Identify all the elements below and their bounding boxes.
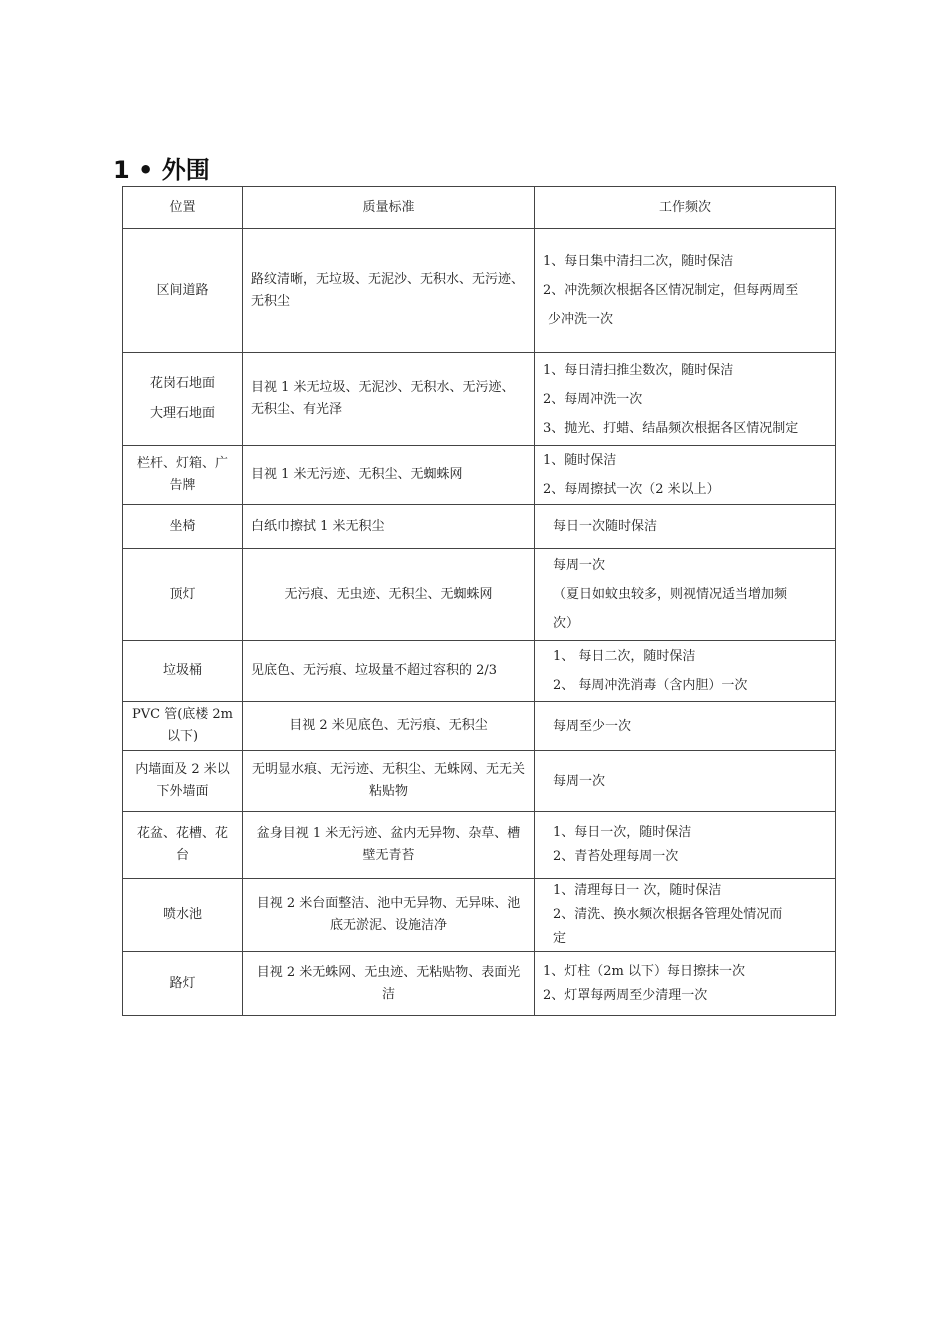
- frequency-line: 1、灯柱（2m 以下）每日擦抹一次: [543, 963, 746, 979]
- cell-frequency: [535, 702, 836, 751]
- cell-frequency: [535, 751, 836, 812]
- cell-frequency: [535, 812, 836, 879]
- table-row: [123, 505, 836, 549]
- cell-standard: 盆身目视 1 米无污迹、盆内无异物、杂草、槽壁无青苔: [243, 812, 535, 879]
- cell-standard: 无污痕、无虫迹、无积尘、无蜘蛛网: [243, 549, 535, 641]
- table-row: [123, 549, 836, 641]
- cell-location: PVC 管(底楼 2m 以下): [123, 702, 243, 751]
- frequency-line: 每日一次随时保洁: [553, 519, 658, 534]
- header-standard: 质量标准: [243, 187, 535, 229]
- cell-location: 区间道路: [123, 229, 243, 353]
- table-row: [123, 641, 836, 702]
- table-row: [123, 446, 836, 505]
- frequency-line: 每周一次: [553, 558, 606, 573]
- section-heading: 1 • 外围: [113, 156, 210, 184]
- cell-location: 路灯: [123, 952, 243, 1016]
- header-location: 位置: [123, 187, 243, 229]
- cell-standard: 目视 1 米无垃圾、无泥沙、无积水、无污迹、无积尘、有光泽: [243, 353, 535, 446]
- frequency-line: 1、随时保洁: [543, 453, 617, 468]
- cell-location: 喷水池: [123, 879, 243, 952]
- frequency-line: 2、青苔处理每周一次: [553, 849, 679, 864]
- frequency-line: 2、清洗、换水频次根据各管理处情况而: [553, 907, 783, 922]
- cell-frequency: [535, 549, 836, 641]
- frequency-line: （夏日如蚊虫较多，则视情况适当增加频: [553, 587, 788, 602]
- table-row: [123, 751, 836, 812]
- frequency-line: 次）: [553, 616, 580, 631]
- cell-location: 垃圾桶: [123, 641, 243, 702]
- cell-location: 内墙面及 2 米以下外墙面: [123, 751, 243, 812]
- cell-frequency: [535, 641, 836, 702]
- cell-standard: 见底色、无污痕、垃圾量不超过容积的 2/3: [243, 641, 535, 702]
- table-row: [123, 229, 836, 353]
- frequency-line: 每周一次: [553, 773, 606, 789]
- frequency-line: 2、冲洗频次根据各区情况制定，但每两周至: [543, 283, 799, 298]
- table-row: [123, 812, 836, 879]
- cell-frequency: [535, 229, 836, 353]
- frequency-line: 1、 每日二次，随时保洁: [553, 649, 696, 664]
- cell-location: 栏杆、灯箱、广告牌: [123, 446, 243, 505]
- frequency-line: 1、每日一次，随时保洁: [553, 825, 692, 840]
- cell-standard: 无明显水痕、无污迹、无积尘、无蛛网、无无关粘贴物: [243, 751, 535, 812]
- frequency-line: 2、 每周冲洗消毒（含内胆）一次: [553, 678, 748, 693]
- frequency-line: 定: [553, 931, 567, 946]
- cleaning-standards-table: [122, 186, 836, 1016]
- cell-standard: 目视 1 米无污迹、无积尘、无蜘蛛网: [243, 446, 535, 505]
- table-row: [123, 353, 836, 446]
- cell-standard: 白纸巾擦拭 1 米无积尘: [243, 505, 535, 549]
- cell-standard: 目视 2 米台面整洁、池中无异物、无异味、池底无淤泥、设施洁净: [243, 879, 535, 952]
- frequency-line: 3、抛光、打蜡、结晶频次根据各区情况制定: [543, 420, 799, 436]
- cell-frequency: [535, 353, 836, 446]
- frequency-line: 1、每日清扫推尘数次，随时保洁: [543, 362, 734, 378]
- header-frequency: 工作频次: [535, 187, 836, 229]
- table-header-row: [123, 187, 836, 229]
- cell-standard: 目视 2 米无蛛网、无虫迹、无粘贴物、表面光洁: [243, 952, 535, 1016]
- cell-location: 花盆、花槽、花台: [123, 812, 243, 879]
- frequency-line: 每周至少一次: [553, 718, 632, 734]
- frequency-line: 2、每周擦拭一次（2 米以上）: [543, 482, 720, 497]
- cell-frequency: [535, 879, 836, 952]
- frequency-line: 1、每日集中清扫二次，随时保洁: [543, 254, 734, 269]
- cell-location: 顶灯: [123, 549, 243, 641]
- cell-location: [123, 353, 243, 446]
- cell-frequency: [535, 446, 836, 505]
- cell-location: 坐椅: [123, 505, 243, 549]
- location-line: 花岗石地面 大理石地面: [149, 376, 215, 421]
- frequency-line: 2、每周冲洗一次: [543, 391, 643, 407]
- cell-frequency: [535, 952, 836, 1016]
- frequency-line: 2、灯罩每两周至少清理一次: [543, 987, 708, 1003]
- cell-standard: 路纹清晰，无垃圾、无泥沙、无积水、无污迹、无积尘: [243, 229, 535, 353]
- table-row: [123, 952, 836, 1016]
- cell-frequency: [535, 505, 836, 549]
- table-row: [123, 879, 836, 952]
- cell-standard: 目视 2 米见底色、无污痕、无积尘: [243, 702, 535, 751]
- frequency-line: 1、清理每日一 次，随时保洁: [553, 883, 722, 898]
- frequency-line: 少冲洗一次: [548, 312, 614, 327]
- table-row: [123, 702, 836, 751]
